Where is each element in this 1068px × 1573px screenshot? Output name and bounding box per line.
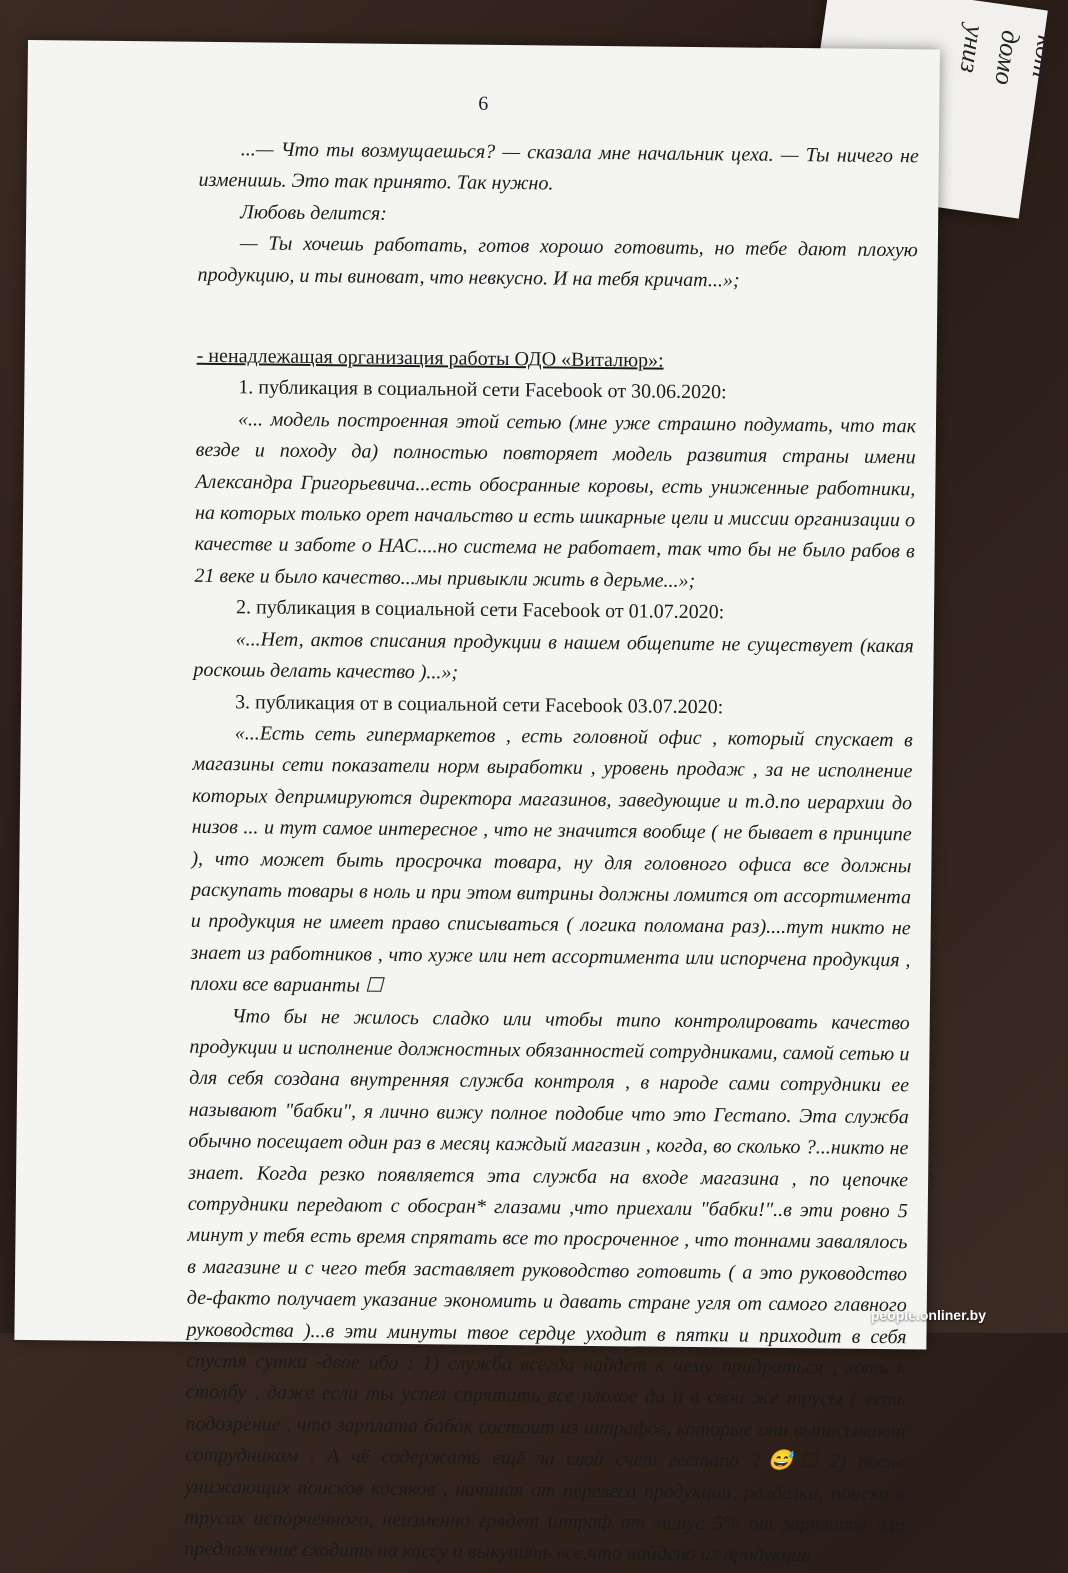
source-watermark: people.onliner.by [870,1307,986,1323]
paragraph: — Ты хочешь работать, готов хорошо готовить, но тебе дают плохую продукцию, и ты виноват, что невкусно. И на тебя кричат...»; [197,232,918,292]
document-page [14,40,940,1567]
background-sheet-line: домо [989,28,1026,87]
background-sheet-line: униз [954,23,990,75]
paragraph: 3. публикация от в социальной сети Facebook 03.07.2020: [234,690,724,718]
page-number: 6 [478,92,489,115]
background-sheet-line: кот [1026,33,1062,81]
paragraph: Любовь делится: [240,201,388,225]
paragraph-spacer [197,311,917,329]
paragraph: 2. публикация в социальной сети Facebook от 01.07.2020: [235,596,725,624]
section-heading: - ненадлежащая организация работы ОДО «Виталюр»: [196,344,664,372]
document-body [184,134,919,1573]
paragraph: ...— Что ты возмущаешься? — сказала мне начальник цеха. — Ты ничего не изменишь. Это так принято. Так нужно. [198,138,919,195]
paragraph: «...Есть сеть гипермаркетов , есть головной офис , который спускает в магазины сети показатели норм выработки , уровень продаж , за не исполнение которых депримируются директора магазинов, заведующие и т.д.по иерархии до низов ... и тут самое интересное , что не значится вообще ( не бывает в принципе ), что может быть просрочка товара, ну для головного офиса все должны раскупать товары в ноль и при этом витрины должны ломится от ассортимента и продукция не имеет право списываться ( логика поломана раз)....тут никто не знает из работников , что хуже или нет ассортимента или испорчена продукция , плохи все варианты ☐ [190,722,913,997]
paragraph: 1. публикация в социальной сети Facebook от 30.06.2020: [238,376,727,404]
paragraph: «... модель построенная этой сетью (мне уже страшно подумать, что так везде и походу да) полностью повторяет модель развития страны имени Александра Григорьевича...есть обосранные коровы, есть униженные работники, на которых только орет начальство и есть шикарные цели и миссии организации о качестве и заботе о НАС....но система не работает, так что бы не было рабов в 21 веке и было качество...мы привыкли жить в дерьме...»; [194,408,917,592]
paragraph: Что бы не жилось сладко или чтобы типо контролировать качество продукции и исполнение должностных обязанностей сотрудниками, самой сетью и для себя создана внутренняя служба контроля , в народе сами сотрудники ее называют "бабки", я лично вижу полное подобие что это Гестапо. Эта служба обычно посещает один раз в месяц каждый магазин , когда, во сколько ?...никто не знает. Когда резко появляется эта служба на входе магазина , по цепочке сотрудники передают с обосран* глазами ,что приехали "бабки!"..в эти ровно 5 минут у тебя есть время спрятать все то просроченное , что тоннами завалялось в магазине и с чего тебя заставляет руководство готовить ( а это руководство де-факто получает указание экономить и давать стране угля от самого главного руководства )...в эти минуты твое сердце уходит в пятки и приходит в себя спустя сутки -двое ибо : 1) служба всегда найдет к чему придраться , хоть к столбу , даже если ты успел спрятать все плохое да и в свои же трусы ( есть подозрение , что зарплата бабок состоит из штрафов, которые они выписывают сотрудникам . А чё содержать ещё за свой счёт гестапо ?😅☐ 2) после унижающих поисков косяков , начиная от перевеса продукции, разделки, поиска в трусах испорченного, неизменно грядет штраф от минус 5% от зарплаты или предложение сходить на кассу и выкупить все,что найдено из продукции , [184,1004,910,1567]
paragraph: «...Нет, актов списания продукции в нашем общепите не существует (какая роскошь делать качество )...»; [193,627,914,684]
